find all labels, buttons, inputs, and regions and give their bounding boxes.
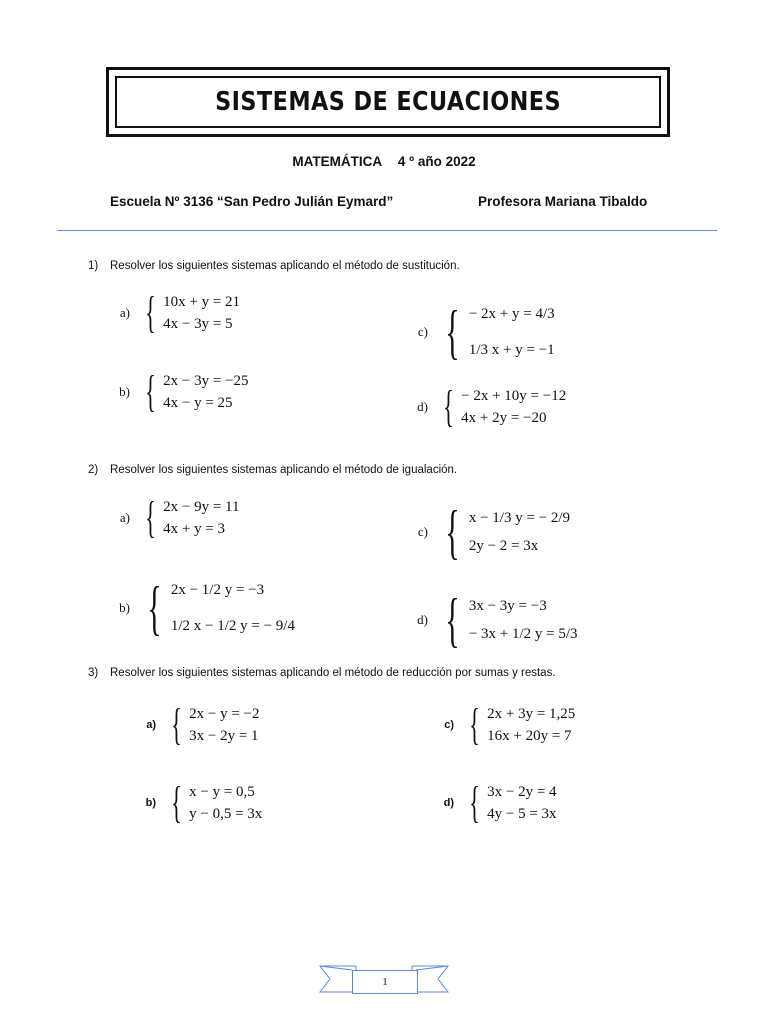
brace: { — [145, 288, 156, 337]
brace: { — [145, 367, 156, 416]
equation-2: y − 0,5 = 3x — [189, 806, 263, 822]
page-title: SISTEMAS DE ECUACIONES — [215, 87, 561, 117]
equation-1: 2x + 3y = 1,25 — [487, 706, 576, 722]
brace: { — [469, 700, 480, 749]
system-label: c) — [417, 324, 428, 339]
system-label: a) — [146, 719, 156, 731]
brace: { — [443, 382, 454, 431]
equation-1: 2x − 3y = −25 — [163, 373, 249, 389]
equation-2: 1/3 x + y = −1 — [468, 342, 555, 358]
equation-1: 2x − 1/2 y = −3 — [170, 582, 265, 598]
brace: { — [145, 493, 156, 542]
equation-1: 2x − y = −2 — [189, 706, 260, 722]
subject-name: MATEMÁTICA — [292, 154, 383, 169]
header-divider — [57, 230, 717, 231]
system-label: d) — [417, 399, 428, 414]
equation-1: 10x + y = 21 — [163, 294, 241, 310]
equation-2: 2y − 2 = 3x — [468, 538, 539, 554]
title-frame — [106, 67, 670, 137]
page-number: 1 — [352, 970, 418, 994]
section-number: 1) — [88, 260, 99, 272]
brace: { — [469, 778, 480, 827]
instruction-text: Resolver los siguientes sistemas aplicando el método de sustitución. — [110, 260, 460, 272]
page-number-ribbon — [318, 962, 450, 996]
equation-1: − 2x + y = 4/3 — [468, 306, 555, 322]
equation-2: 4x − 3y = 5 — [163, 316, 233, 332]
system-2d — [410, 587, 578, 653]
brace: { — [445, 499, 460, 565]
teacher-name: Profesora Mariana Tibaldo — [478, 194, 648, 209]
system-label: a) — [119, 305, 130, 320]
system-2b — [112, 575, 295, 641]
section-number: 2) — [88, 464, 99, 476]
subject-line — [0, 154, 768, 169]
system-label: d) — [417, 612, 428, 627]
equation-1: x − 1/3 y = − 2/9 — [468, 510, 571, 526]
equation-2: 4x + y = 3 — [163, 521, 226, 537]
system-1a — [112, 288, 241, 337]
system-1b — [112, 367, 249, 416]
system-3d — [436, 778, 557, 827]
title-inner-frame — [115, 76, 661, 128]
system-label: b) — [119, 384, 130, 399]
equation-2: 16x + 20y = 7 — [487, 728, 572, 744]
section-2-instruction — [88, 464, 457, 476]
system-label: b) — [145, 797, 156, 809]
section-1-instruction — [88, 260, 460, 272]
brace: { — [171, 700, 182, 749]
brace: { — [147, 575, 162, 641]
system-3c — [436, 700, 576, 749]
system-label: b) — [119, 600, 130, 615]
equation-1: 3x − 3y = −3 — [468, 598, 547, 614]
instruction-text: Resolver los siguientes sistemas aplicando el método de igualación. — [110, 464, 458, 476]
section-number: 3) — [88, 667, 99, 679]
equation-2: 1/2 x − 1/2 y = − 9/4 — [170, 618, 295, 634]
equation-2: 4x − y = 25 — [163, 395, 233, 411]
course-year: 4 º año 2022 — [397, 154, 476, 169]
brace: { — [445, 299, 460, 365]
section-3-instruction — [88, 667, 556, 679]
system-3a — [138, 700, 260, 749]
equation-2: − 3x + 1/2 y = 5/3 — [468, 626, 578, 642]
system-1c — [410, 299, 555, 365]
instruction-text: Resolver los siguientes sistemas aplicando el método de reducción por sumas y restas. — [110, 667, 556, 679]
system-label: d) — [443, 797, 454, 809]
equation-1: 2x − 9y = 11 — [163, 499, 240, 515]
equation-1: − 2x + 10y = −12 — [461, 388, 567, 404]
equation-2: 4y − 5 = 3x — [487, 806, 557, 822]
equation-2: 4x + 2y = −20 — [461, 410, 547, 426]
system-label: c) — [444, 719, 454, 731]
equation-1: x − y = 0,5 — [189, 784, 255, 800]
system-1d — [410, 382, 567, 431]
system-2a — [112, 493, 240, 542]
system-label: c) — [417, 524, 428, 539]
brace: { — [171, 778, 182, 827]
system-2c — [410, 499, 571, 565]
brace: { — [445, 587, 460, 653]
school-name: Escuela Nº 3136 “San Pedro Julián Eymard” — [110, 194, 394, 209]
system-label: a) — [119, 510, 130, 525]
equation-2: 3x − 2y = 1 — [189, 728, 259, 744]
equation-1: 3x − 2y = 4 — [487, 784, 557, 800]
system-3b — [138, 778, 263, 827]
